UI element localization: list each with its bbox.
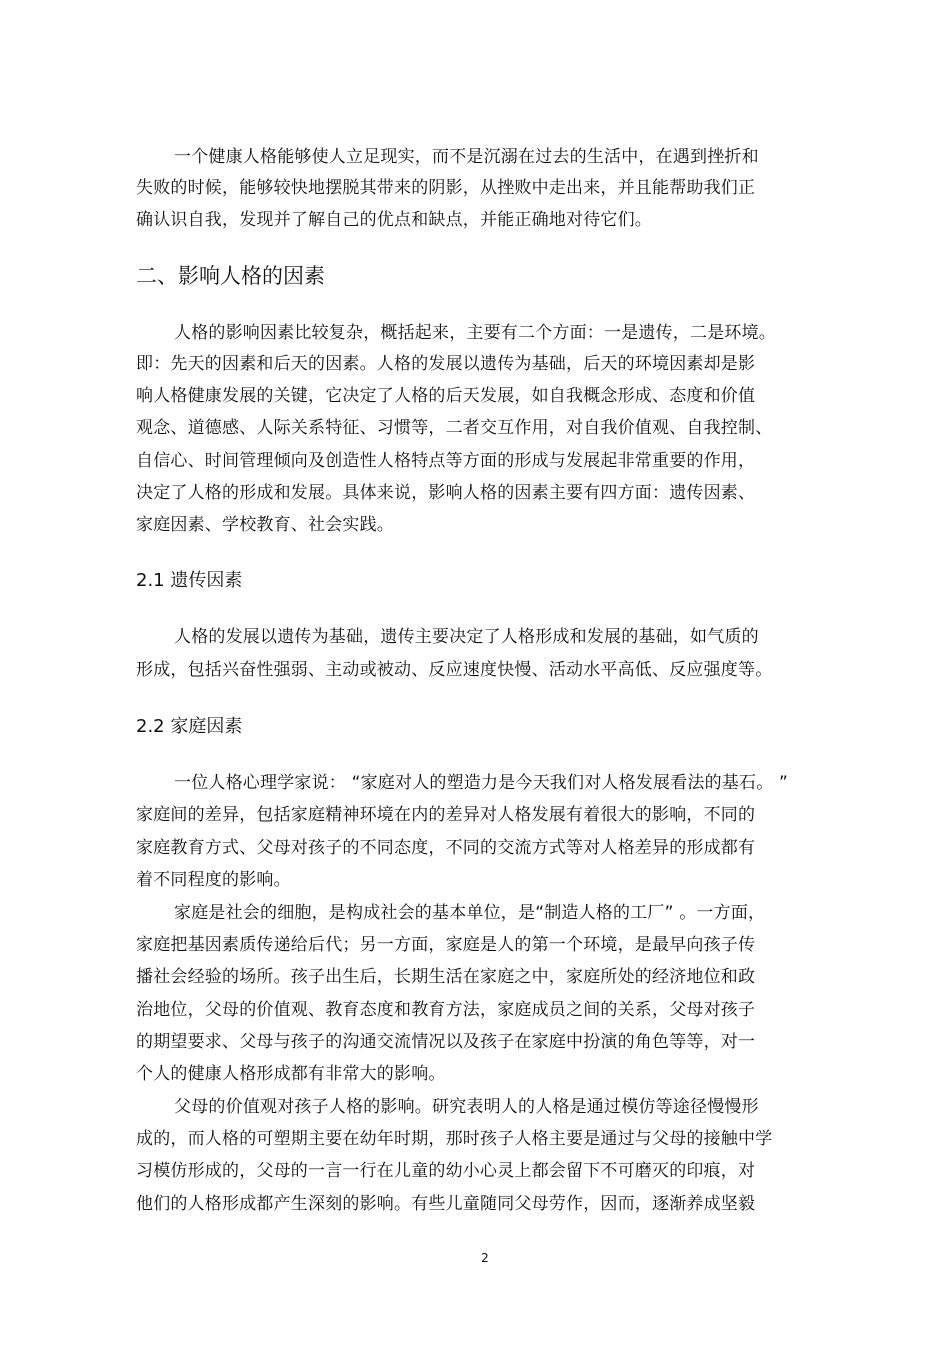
text-line: 成的，而人格的可塑期主要在幼年时期，那时孩子人格主要是通过与父母的接触中学 bbox=[136, 1129, 773, 1149]
text-line: 习模仿形成的，父母的一言一行在儿童的幼小心灵上都会留下不可磨灭的印痕，对 bbox=[136, 1161, 756, 1181]
text-line: 家庭间的差异，包括家庭精神环境在内的差异对人格发展有着很大的影响，不同的 bbox=[136, 805, 756, 825]
text-line: 观念、道德感、人际关系特征、习惯等，二者交互作用，对自我价值观、自我控制、 bbox=[136, 418, 773, 438]
subsection-heading: 2.2 家庭因素 bbox=[136, 716, 243, 737]
text-line: 个人的健康人格形成都有非常大的影响。 bbox=[136, 1064, 446, 1084]
text-line: 确认识自我，发现并了解自己的优点和缺点，并能正确地对待它们。 bbox=[136, 210, 652, 230]
text-line: 家庭把基因素质传递给后代；另一方面，家庭是人的第一个环境，是最早向孩子传 bbox=[136, 935, 756, 955]
page-number: 2 bbox=[481, 1251, 489, 1265]
text-line: 的期望要求、父母与孩子的沟通交流情况以及孩子在家庭中扮演的角色等等，对一 bbox=[136, 1032, 756, 1052]
text-line: 响人格健康发展的关键，它决定了人格的后天发展，如自我概念形成、态度和价值 bbox=[136, 386, 756, 406]
text-line: 失败的时候，能够较快地摆脱其带来的阴影，从挫败中走出来，并且能帮助我们正 bbox=[136, 178, 756, 198]
text-line: 自信心、时间管理倾向及创造性人格特点等方面的形成与发展起非常重要的作用， bbox=[136, 451, 756, 471]
text-line: 一个健康人格能够使人立足现实，而不是沉溺在过去的生活中，在遇到挫折和 bbox=[174, 147, 759, 167]
subsection-heading: 2.1 遗传因素 bbox=[136, 570, 243, 591]
text-line: 父母的价值观对孩子人格的影响。研究表明人的人格是通过模仿等途径慢慢形 bbox=[174, 1097, 759, 1117]
text-line: 一位人格心理学家说： “家庭对人的塑造力是今天我们对人格发展看法的基石。 ” bbox=[174, 773, 789, 793]
text-line: 家庭教育方式、父母对孩子的不同态度，不同的交流方式等对人格差异的形成都有 bbox=[136, 838, 756, 858]
text-line: 他们的人格形成都产生深刻的影响。有些儿童随同父母劳作，因而，逐渐养成坚毅 bbox=[136, 1194, 756, 1214]
text-line: 家庭因素、学校教育、社会实践。 bbox=[136, 515, 394, 535]
text-line: 治地位，父母的价值观、教育态度和教育方法，家庭成员之间的关系，父母对孩子 bbox=[136, 1000, 756, 1020]
section-heading: 二、影响人格的因素 bbox=[136, 264, 325, 288]
text-line: 人格的影响因素比较复杂，概括起来，主要有二个方面：一是遗传，二是环境。 bbox=[174, 323, 776, 343]
text-line: 播社会经验的场所。孩子出生后，长期生活在家庭之中，家庭所处的经济地位和政 bbox=[136, 967, 756, 987]
text-line: 决定了人格的形成和发展。具体来说，影响人格的因素主要有四方面：遗传因素、 bbox=[136, 483, 756, 503]
text-line: 家庭是社会的细胞，是构成社会的基本单位，是“制造人格的工厂” 。一方面， bbox=[174, 903, 766, 923]
text-line: 即：先天的因素和后天的因素。人格的发展以遗传为基础，后天的环境因素却是影 bbox=[136, 354, 756, 374]
text-line: 着不同程度的影响。 bbox=[136, 870, 291, 890]
text-line: 人格的发展以遗传为基础，遗传主要决定了人格形成和发展的基础，如气质的 bbox=[174, 627, 759, 647]
text-line: 形成，包括兴奋性强弱、主动或被动、反应速度快慢、活动水平高低、反应强度等。 bbox=[136, 660, 773, 680]
